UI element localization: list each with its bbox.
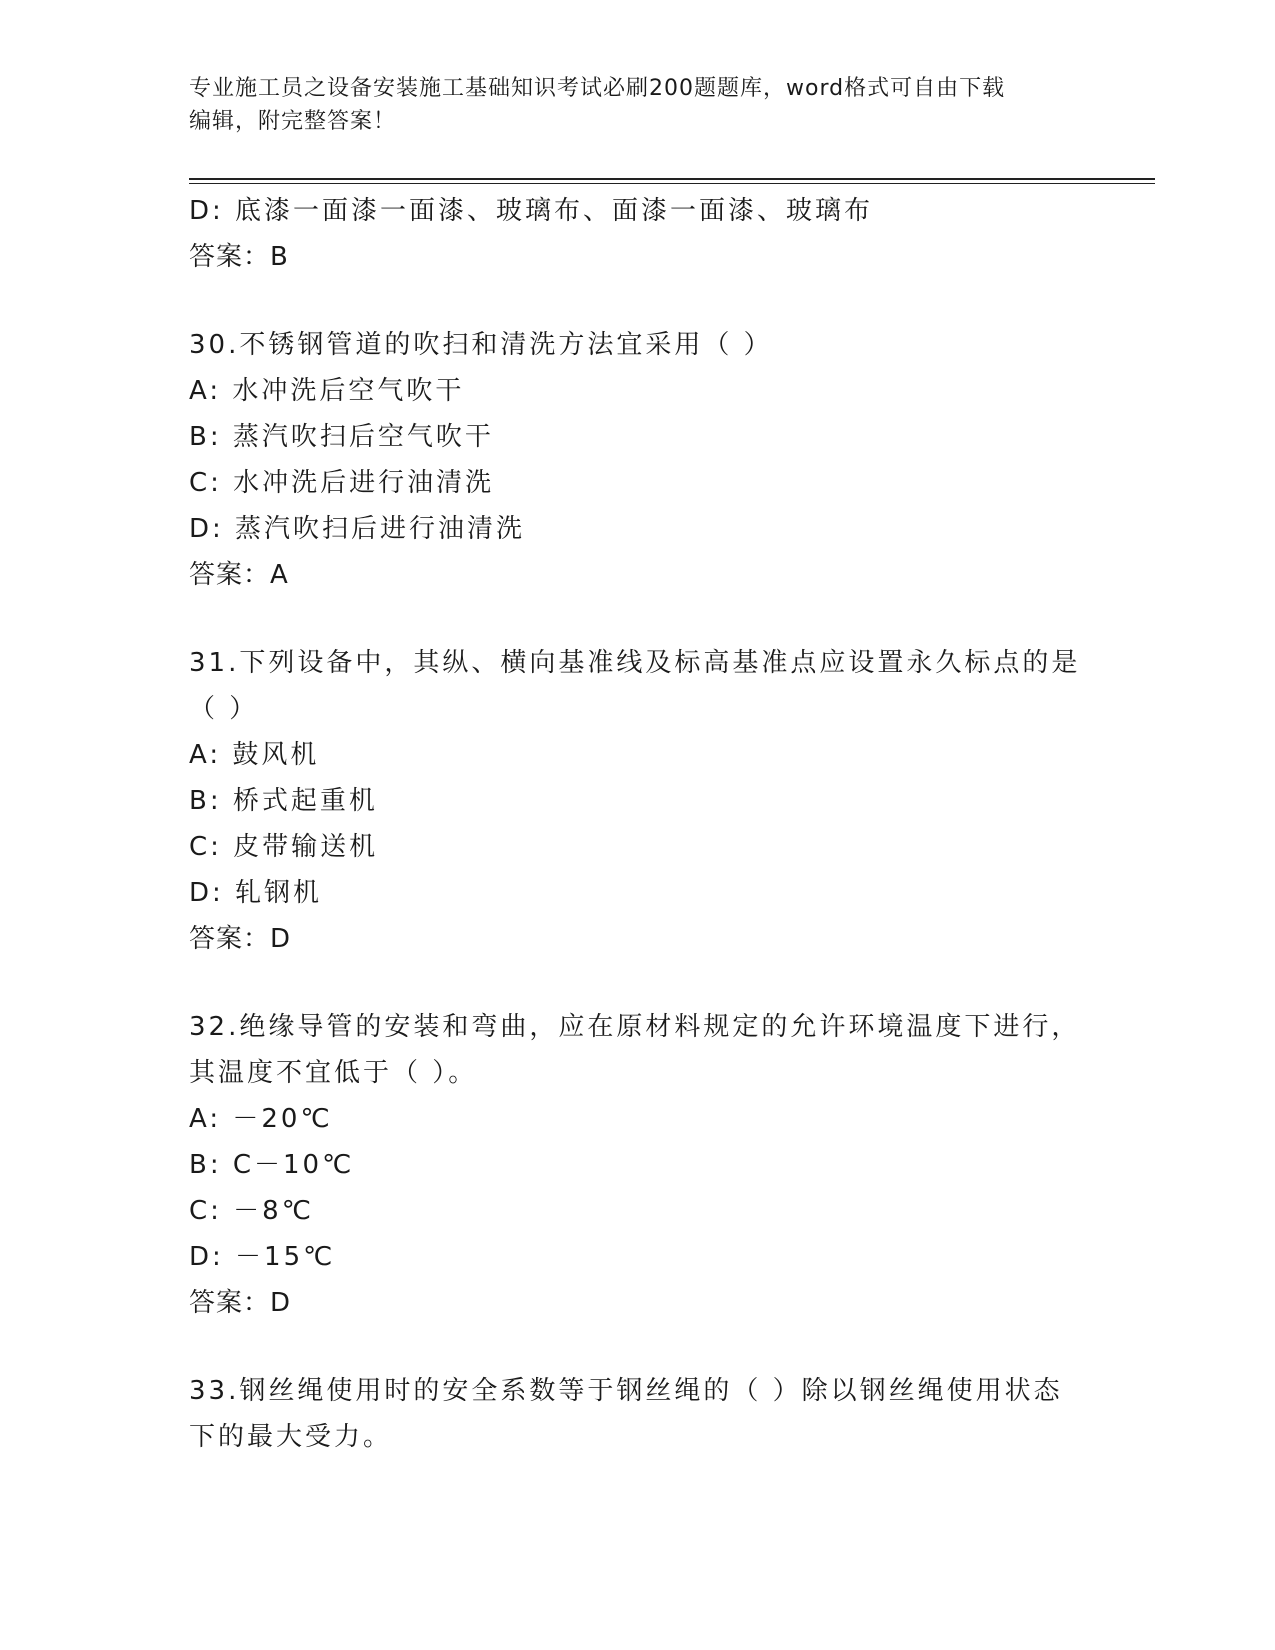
question-stem: 30.不锈钢管道的吹扫和清洗方法宜采用（ ） [189,330,773,360]
question-stem-line-1: 32.绝缘导管的安装和弯曲，应在原材料规定的允许环境温度下进行， [189,1012,1081,1042]
option-c: C: －8℃ [189,1196,314,1226]
spacer [189,280,1089,322]
option-b: B: 蒸汽吹扫后空气吹干 [189,422,494,452]
header-line-1: 专业施工员之设备安装施工基础知识考试必刷200题题库，word格式可自由下载 [189,76,1006,101]
answer: 答案：B [189,242,289,272]
question-stem-line-1: 31.下列设备中，其纵、横向基准线及标高基准点应设置永久标点的是 [189,648,1081,678]
question-33 [189,1368,1089,1460]
spacer [189,1326,1089,1368]
option-d: D: －15℃ [189,1242,336,1272]
option-c: C: 皮带输送机 [189,832,379,862]
document-header [189,72,1089,138]
header-divider-thick [189,178,1155,180]
question-32 [189,1004,1089,1326]
question-content [189,188,1089,1460]
option-a: A: －20℃ [189,1104,333,1134]
option-a: A: 鼓风机 [189,740,320,770]
option-b: B: 桥式起重机 [189,786,378,816]
option-a: A: 水冲洗后空气吹干 [189,376,465,406]
question-stem-line-2: 下的最大受力。 [189,1422,393,1452]
header-divider-thin [189,183,1155,184]
option-b: B: C－10℃ [189,1150,355,1180]
header-line-2: 编辑，附完整答案！ [189,109,397,134]
question-stem-line-2: （ ） [189,694,259,724]
question-stem-line-1: 33.钢丝绳使用时的安全系数等于钢丝绳的（ ）除以钢丝绳使用状态 [189,1376,1063,1406]
option-c: C: 水冲洗后进行油清洗 [189,468,495,498]
question-30 [189,322,1089,598]
option-d: D: 轧钢机 [189,878,323,908]
question-31 [189,640,1089,962]
spacer [189,598,1089,640]
answer: 答案：D [189,924,292,954]
question-stem-line-2: 其温度不宜低于（ ）。 [189,1058,478,1088]
spacer [189,962,1089,1004]
option-d: D: 蒸汽吹扫后进行油清洗 [189,514,526,544]
question-29-tail [189,188,1089,280]
option-d: D: 底漆一面漆一面漆、玻璃布、面漆一面漆、玻璃布 [189,196,874,226]
answer: 答案：D [189,1288,292,1318]
answer: 答案：A [189,560,289,590]
